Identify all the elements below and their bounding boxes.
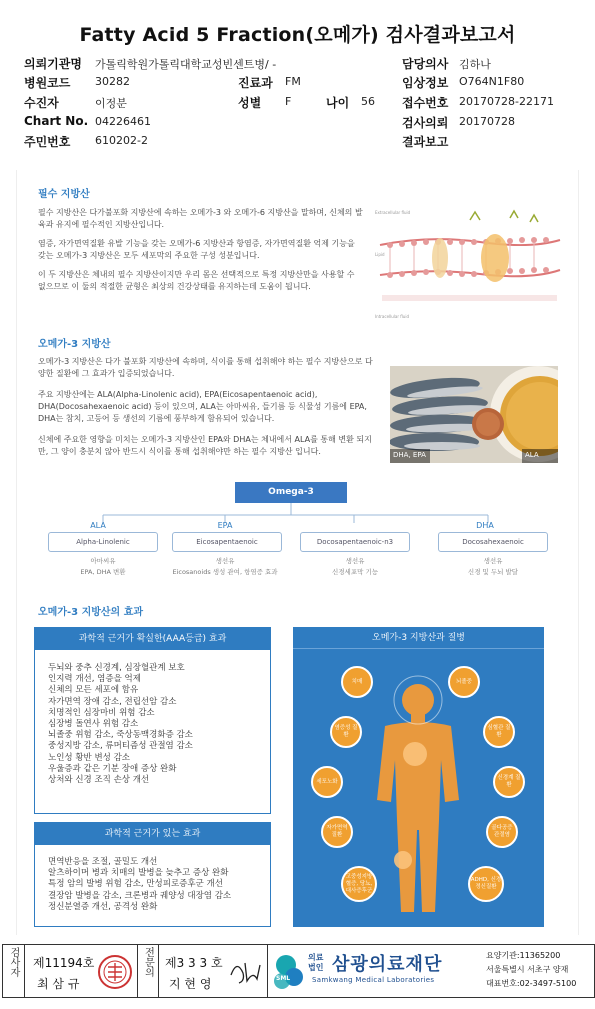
institution-value: 가톨릭학원가톨릭대학교성빈센트병/ - <box>95 58 277 71</box>
essential-paragraph-2: 염증, 자가면역질환 유발 기능을 갖는 오메가-6 지방산과 항염증, 자가면역질환 억제 기능을 갖는 오메가-3 지방산은 모두 세포막의 주요한 구성 성분입니다. <box>38 239 355 260</box>
patient-value: 이정분 <box>95 97 127 110</box>
sml-logo-text: SML <box>276 975 291 982</box>
omega3-banner: Omega-3 <box>235 482 347 503</box>
id-value: 610202-2 <box>95 134 148 147</box>
acid-name-ala: Alpha-Linolenic <box>48 532 158 552</box>
aaa-effects-title: 과학적 근거가 확실한(AAA등급) 효과 <box>35 628 270 650</box>
svg-text:Lipid: Lipid <box>375 252 385 257</box>
hospital-code-value: 30282 <box>95 75 130 88</box>
circle-nervous: 신경계 질환 <box>493 766 525 798</box>
acid-effect-ala: EPA, DHA 변환 <box>80 568 126 576</box>
sex-value: F <box>285 95 292 108</box>
specialist-label-text: 전문의 <box>142 947 154 977</box>
circle-autoimmune: 자가면역 질환 <box>321 816 353 848</box>
acid-abbr-dha: DHA <box>476 521 494 530</box>
list-item: 알츠하이머 병과 치매의 발병을 늦추고 증상 완화 <box>48 868 229 879</box>
omega3-paragraph-2: 주요 지방산에는 ALA(Alpha-Linolenic acid), EPA(Eicosapentaenoic acid), DHA(Docosahexaenoic acid) 등이 있으며, ALA는 아마씨유, 들기름 등 식물성 기름에 EPA, DHA는 참치, 고등어 등 생선의 기름에 풍부하게 함유되어 있습니다. <box>38 390 367 423</box>
report-title: Fatty Acid 5 Fraction(오메가) 검사결과보고서 <box>79 24 516 46</box>
dept-label: 진료과 <box>238 76 273 90</box>
aaa-effects-panel <box>34 627 271 814</box>
org-code: 요양기관:11365200 <box>486 951 561 960</box>
list-item: 인지력 개선, 염증을 억제 <box>48 674 141 685</box>
essential-paragraph-1: 필수 지방산은 다가불포화 지방산에 속하는 오메가-3 와 오메가-6 지방산을 말하며, 신체의 발육과 유지에 필수적인 지방산입니다. <box>38 208 363 229</box>
tester-seal <box>97 953 133 991</box>
circle-metabolic: 고중성지방 혈증, 당뇨, 대사증후군 <box>341 866 377 902</box>
acid-effect-epa: Eicosanoids 생성 관여, 항염증 효과 <box>172 568 278 576</box>
acid-name-dha: Docosahexaenoic <box>438 532 548 552</box>
age-value: 56 <box>361 95 375 108</box>
circle-osteoporosis: 골다공증 관절염 <box>486 816 518 848</box>
request-date-value: 20170728 <box>459 115 515 128</box>
age-label: 나이 <box>326 96 350 110</box>
org-type: 의료법인 <box>308 953 324 972</box>
list-item: 우울증과 같은 기분 장애 증상 완화 <box>48 763 177 774</box>
omega3-paragraph-1: 오메가-3 지방산은 다가 불포화 지방산에 속하며, 식이를 통해 섭취해야 하는 필수 지방산으로 다양한 질환에 그 효과가 입증되었습니다. <box>38 357 373 378</box>
org-english: Samkwang Medical Laboratories <box>312 976 435 984</box>
list-item: 심장병 돌연사 위험 감소 <box>48 719 139 730</box>
list-item: 신체의 모든 세포에 함유 <box>48 685 139 696</box>
doctor-value: 김하나 <box>459 58 491 71</box>
specialist-license: 제3 3 3 호 <box>165 956 223 970</box>
list-item: 뇌졸중 위험 감소, 죽상동맥경화증 감소 <box>48 730 193 741</box>
acid-name-dpa: Docosapentaenoic-n3 <box>300 532 410 552</box>
disease-body-title: 오메가-3 지방산과 질병 <box>293 627 544 649</box>
tester-license: 제11194호 <box>33 956 95 970</box>
essential-paragraph-3: 이 두 지방산은 체내의 필수 지방산이지만 우리 몸은 선택적으로 특정 지방산만을 사용할 수 없으므로 이 둘의 적절한 균형은 최상의 건강상태를 유지하는데 도움이 됩니다. <box>38 270 355 291</box>
tester-label <box>3 945 25 997</box>
omega3-paragraph-3: 신체에 주요한 영향을 미치는 오메가-3 지방산인 EPA와 DHA는 체내에서 ALA를 통해 변환 되지만, 그 양이 충분치 않아 반드시 식이를 통해 섭취해야만 하는 필수 지방산 입니다. <box>38 435 372 456</box>
aaa-effects-list <box>35 650 270 786</box>
id-label: 주민번호 <box>24 135 71 149</box>
org-name: 삼광의료재단 <box>332 954 443 975</box>
list-item: 면역반응을 조절, 골밀도 개선 <box>48 857 158 867</box>
svg-text:Intracellular fluid: Intracellular fluid <box>375 314 409 319</box>
list-item: 결장암 발병을 감소, 크론병과 궤양성 대장염 감소 <box>48 890 232 901</box>
photo-label-dha-epa: DHA, EPA <box>393 451 426 459</box>
circle-stroke: 뇌졸중 <box>448 666 480 698</box>
clinical-value: O764N1F80 <box>459 75 525 88</box>
chart-value: 04226461 <box>95 115 151 128</box>
specialist-name: 지 현 영 <box>169 977 212 991</box>
acid-source-ala: 아마씨유 <box>90 557 116 565</box>
receipt-value: 20170728-22171 <box>459 95 554 108</box>
svg-text:Extracellular fluid: Extracellular fluid <box>375 210 411 215</box>
chart-label: Chart No. <box>24 114 89 128</box>
institution-label: 의뢰기관명 <box>24 57 82 71</box>
cell-membrane-diagram <box>370 200 565 325</box>
org-phone: 대표번호:02-3497-5100 <box>486 979 577 988</box>
evidence-effects-panel <box>34 822 271 927</box>
specialist-label <box>137 945 159 997</box>
list-item: 중성지방 감소, 류머티즘성 관절염 감소 <box>48 741 193 752</box>
list-item: 노인성 황반 변성 감소 <box>48 752 131 763</box>
list-item: 치명적인 심장마비 위험 감소 <box>48 707 155 718</box>
effects-heading: 오메가-3 지방산의 효과 <box>38 607 144 618</box>
circle-cardiovascular: 심혈관 질환 <box>483 716 515 748</box>
result-label: 결과보고 <box>402 135 449 149</box>
fish-oil-photo <box>390 366 558 463</box>
acid-effect-dpa: 신경세포막 기능 <box>331 568 379 576</box>
acid-abbr-ala: ALA <box>90 521 106 530</box>
evidence-effects-title: 과학적 근거가 있는 효과 <box>35 823 270 845</box>
dept-value: FM <box>285 75 301 88</box>
acid-effect-dha: 신경 및 두뇌 발달 <box>467 568 519 576</box>
acid-name-epa: Eicosapentaenoic <box>172 532 282 552</box>
hospital-code-label: 병원코드 <box>24 76 71 90</box>
list-item: 자가면역 장애 감소, 전립선암 감소 <box>48 696 177 707</box>
sex-label: 성별 <box>238 96 262 110</box>
acid-source-epa: 생선유 <box>215 557 235 565</box>
request-date-label: 검사의뢰 <box>402 116 449 130</box>
patient-label: 수진자 <box>24 96 59 110</box>
acid-source-dha: 생선유 <box>483 557 503 565</box>
list-item: 특정 암의 발병 위험 감소, 만성피로증후군 개선 <box>48 879 223 890</box>
evidence-effects-list <box>35 845 270 913</box>
circle-inflammatory: 염증성 질환 <box>330 716 362 748</box>
signature-box <box>2 944 268 998</box>
photo-label-ala: ALA <box>525 451 539 459</box>
list-item: 정신분열증 개선, 공격성 완화 <box>48 901 158 912</box>
org-address: 서울특별시 서초구 양재 <box>486 965 569 974</box>
receipt-label: 접수번호 <box>402 96 449 110</box>
acid-source-dpa: 생선유 <box>345 557 365 565</box>
sml-logo-icon <box>272 951 304 993</box>
list-item: 두뇌와 중추 신경계, 심장혈관계 보호 <box>48 663 185 673</box>
acid-abbr-epa: EPA <box>217 521 233 530</box>
tester-label-text: 검사자 <box>8 947 19 977</box>
list-item: 상처와 신경 조직 손상 개선 <box>48 775 150 786</box>
specialist-signature <box>227 955 263 989</box>
omega3-heading: 오메가-3 지방산 <box>38 339 111 350</box>
lab-info-box <box>268 944 595 998</box>
clinical-label: 임상정보 <box>402 76 449 90</box>
circle-adhd: ADHD, 신경정신질환 <box>468 866 504 902</box>
essential-heading: 필수 지방산 <box>38 189 90 200</box>
circle-cell-aging: 세포노화 <box>311 766 343 798</box>
circle-dementia: 치매 <box>341 666 373 698</box>
doctor-label: 담당의사 <box>402 57 449 71</box>
tester-name: 최 삼 규 <box>37 977 80 991</box>
